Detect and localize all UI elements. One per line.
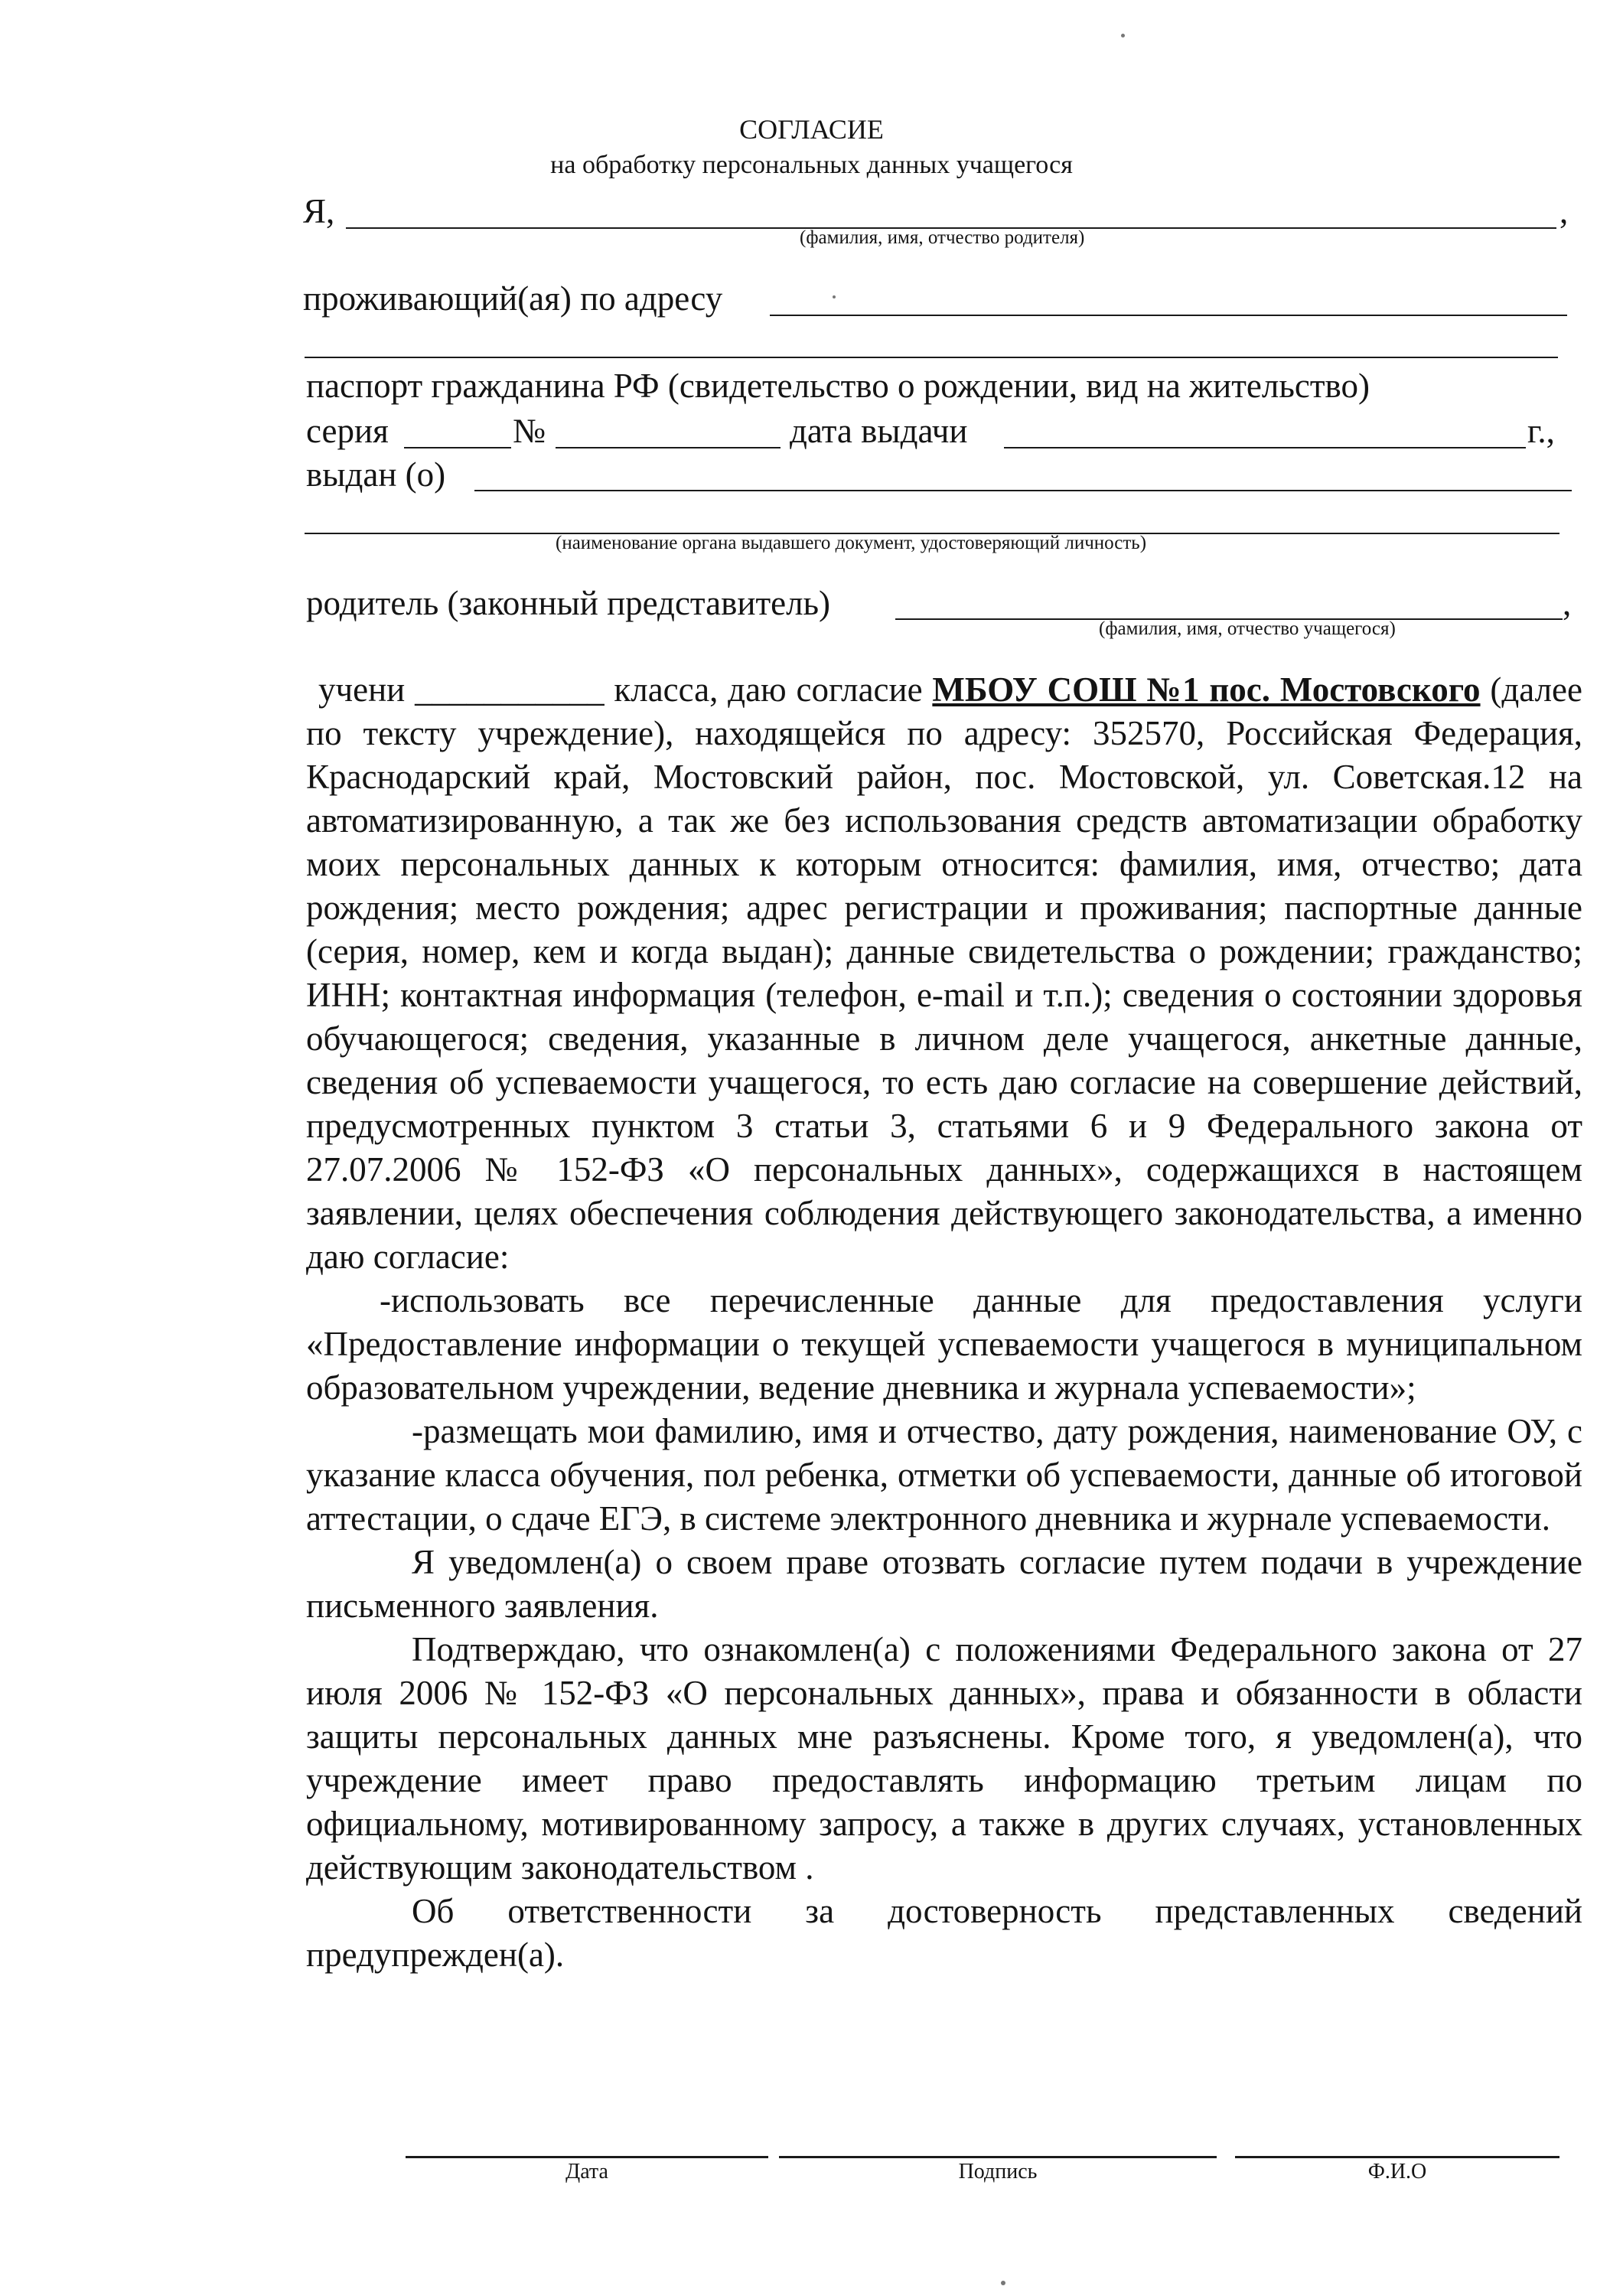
scan-speck [833,295,836,298]
issue-date-field[interactable] [1004,447,1526,448]
number-label: № [513,412,546,450]
acknowledgement-paragraph: Подтверждаю, что ознакомлен(а) с положениями Федерального закона от 27 июля 2006 № 152-ФЗ «О персональных данных», права и обязанности в области защиты персональных данных мне разъяснены. Кроме того, я уведомлен(а), что учреждение имеет право предоставлять информацию третьим лицам по официальному, мотивированному запросу, а также в других случаях, установленных действующим законодательством . [306,1630,1582,1887]
i-trailing-comma: , [1559,192,1569,230]
date-signature-line[interactable] [406,2156,768,2158]
consent-item-use-data: -использовать все перечисленные данные для предоставления услуги «Предоставление информации о текущей успеваемости учащегося в муниципальном образовательном учреждении, ведение дневника и журнала успеваемости»; [306,1281,1582,1407]
scan-speck [1121,34,1125,38]
signature-label: Подпись [958,2160,1038,2183]
scan-speck [1001,2281,1005,2285]
issued-by-field[interactable] [474,490,1572,491]
issue-date-label: дата выдачи [790,412,968,450]
full-name-label: Ф.И.О [1367,2160,1427,2183]
representative-label: родитель (законный представитель) [306,584,831,622]
parent-name-caption: (фамилия, имя, отчество родителя) [800,227,1085,248]
year-suffix: г., [1527,412,1555,450]
consent-main-text: (далее по тексту учреждение), находящейся по адресу: 352570, Российская Федерация, Краснодарский край, Мостовский район, пос. Мостовской, ул. Советская.12 на автоматизированную, а так же без использования средств автоматизации обработку моих персональных данных к которым относится: фамилия, имя, отчество; дата рождения; место рождения; адрес регистрации и проживания; паспортные данные (серия, номер, кем и когда выдан); данные свидетельства о рождении; гражданство; ИНН; контактная информация (телефон, e-mail и т.п.); сведения о состоянии здоровья обучающегося; сведения, указанные в личном деле учащегося, анкетные данные, сведения об успеваемости учащегося, то есть даю согласие на совершение действий, предусмотренных пунктом 3 статьи 3, статьями 6 и 9 Федерального закона от 27.07.2006 № 152-ФЗ «О персональных данных», содержащихся в настоящем заявлении, целях обеспечения соблюдения действующего законодательства, а именно даю согласие: [306,670,1582,1276]
responsibility-paragraph: Об ответственности за достоверность представленных сведений предупрежден(а). [306,1892,1582,1974]
i-label: Я, [303,192,335,230]
series-label: серия [306,412,389,450]
issued-by-label: выдан (о) [306,455,446,494]
consent-item-publish-data: -размещать мои фамилию, имя и отчество, дату рождения, наименование ОУ, с указание класса обучения, пол ребенка, отметки об успеваемости, данные об итоговой аттестации, о сдаче ЕГЭ, в системе электронного дневника и журнале успеваемости. [306,1412,1582,1538]
school-name: МБОУ СОШ №1 пос. Мостовского [932,670,1481,709]
signature-line[interactable] [779,2156,1217,2158]
grade-prefix: учени [318,670,416,709]
grade-field[interactable]: ___________ [415,670,605,709]
consent-paragraph-main [306,668,1582,1279]
number-field[interactable] [556,447,781,448]
grade-suffix: класса, даю согласие [604,670,933,709]
representative-trailing-comma: , [1563,584,1572,622]
full-name-signature-line[interactable] [1235,2156,1559,2158]
series-field[interactable] [404,447,511,448]
address-label: проживающий(ая) по адресу [303,279,723,318]
document-subtitle: на обработку персональных данных учащегося [550,151,1073,179]
address-field[interactable] [770,315,1567,316]
issuer-caption: (наименование органа выдавшего документ, удостоверяющий личность) [556,533,1147,553]
passport-label: паспорт гражданина РФ (свидетельство о рождении, вид на жительство) [306,367,1370,405]
revocation-paragraph: Я уведомлен(а) о своем праве отозвать согласие путем подачи в учреждение письменного заявления. [306,1543,1582,1625]
student-name-caption: (фамилия, имя, отчество учащегося) [1099,618,1396,639]
document-title: СОГЛАСИЕ [739,114,884,145]
date-label: Дата [565,2160,608,2183]
consent-body [306,668,1582,1977]
address-field-line2[interactable] [305,357,1558,358]
